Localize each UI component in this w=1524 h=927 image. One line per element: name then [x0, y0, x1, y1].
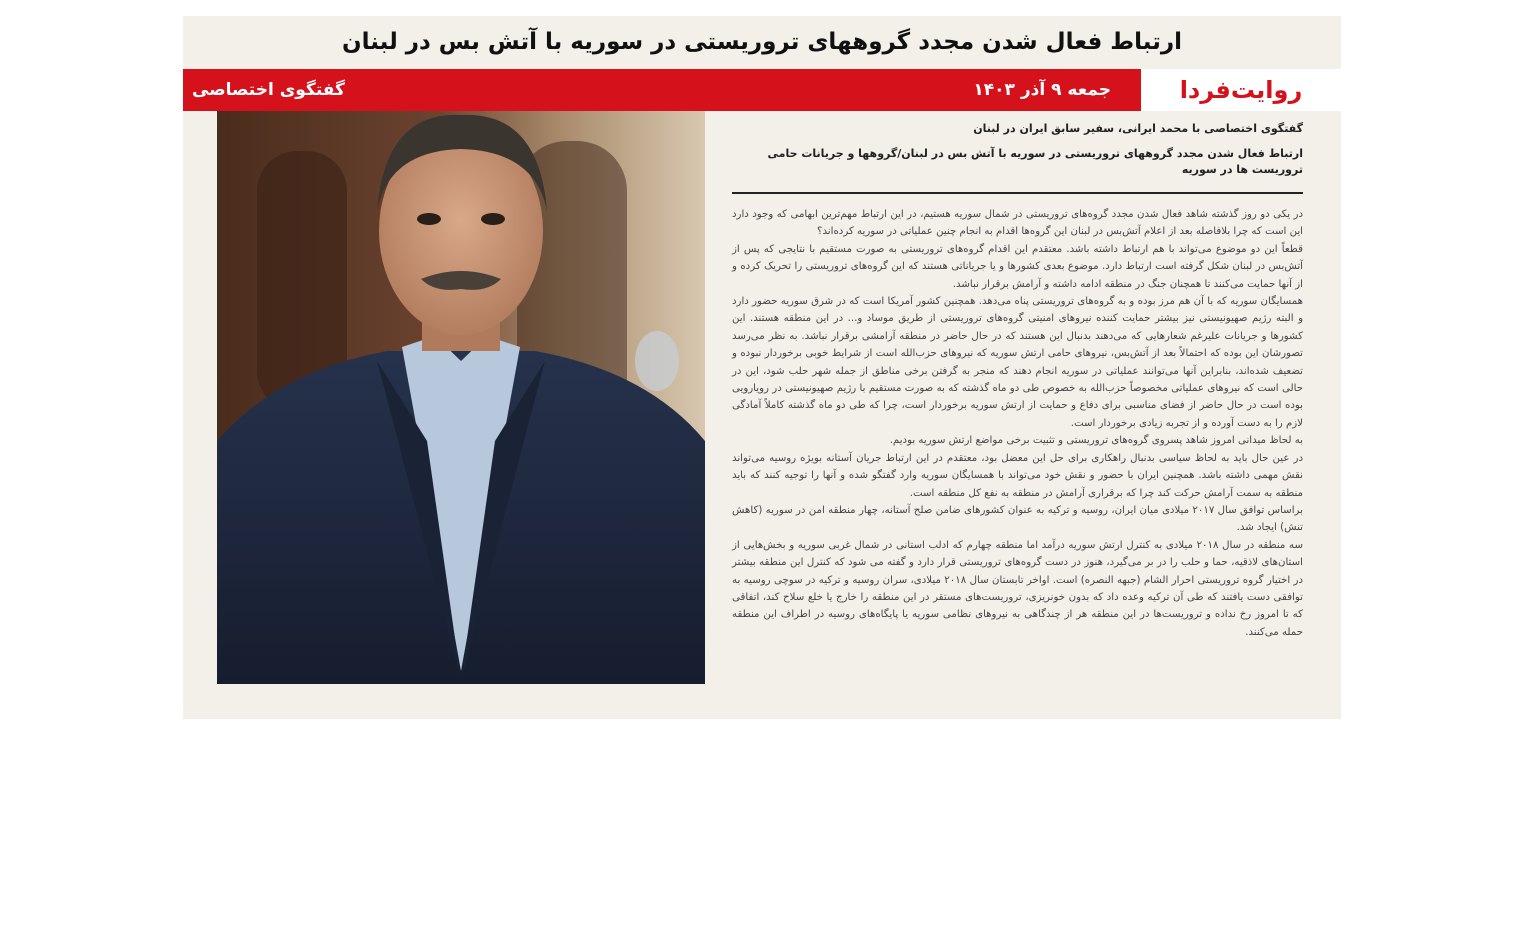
paragraph: در یکی دو روز گذشته شاهد فعال شدن مجدد گروه‌های تروریستی در شمال سوریه هستیم، در این ارتباط مهم‌ترین ابهامی که وجود دارد این است که چرا بلافاصله بعد از اعلام آتش‌بس در لبنان این گروه‌ها اقدام به انجام چنین عملیاتی در سوریه کرده‌اند؟: [732, 209, 1303, 238]
paragraph: براساس توافق سال ۲۰۱۷ میلادی میان ایران، روسیه و ترکیه به عنوان کشورهای ضامن صلح آستانه، چهار منطقه امن در سوریه (کاهش تنش) ایجاد شد.: [732, 504, 1303, 534]
news-page: [183, 16, 1341, 719]
portrait-photo-icon: [217, 111, 705, 684]
article-lead: ارتباط فعال شدن مجدد گروههای تروریستی در سوریه با آتش بس در لبنان/گروهها و جریانات حامی تروریست ها در سوریه: [767, 147, 1303, 176]
article-body: [732, 206, 1303, 641]
section-label: گفتگوی اختصاصی: [192, 80, 345, 100]
article-kicker: گفتگوی اختصاصی با محمد ایرانی، سفیر سابق ایران در لبنان: [973, 122, 1303, 135]
headline: ارتباط فعال شدن مجدد گروههای تروریستی در سوریه با آتش بس در لبنان: [342, 29, 1182, 55]
paragraph: در عین حال باید به لحاظ سیاسی بدنبال راهکاری برای حل این معضل بود، معتقدم در این ارتباط جریان آستانه بویژه روسیه می‌تواند نقش مهمی داشته باشد. همچنین ایران با حضور و نقش خود می‌تواند با همسایگان سوریه وارد گفتگو شده و آنها را توجیه کنند که باید منطقه به سمت آرامش حرکت کند چرا که برقراری آرامش در منطقه به نفع کل منطقه است.: [732, 452, 1303, 499]
publish-date: جمعه ۹ آذر ۱۴۰۳: [973, 80, 1111, 100]
brand-logo[interactable]: [1141, 69, 1341, 111]
paragraph: به لحاظ میدانی امروز شاهد پسروی گروه‌های تروریستی و تثبیت برخی مواضع ارتش سوریه بودیم.: [889, 435, 1303, 447]
brand-logo-text: روایت‌فردا: [1179, 76, 1303, 104]
divider: [732, 192, 1303, 194]
paragraph: سه منطقه در سال ۲۰۱۸ میلادی به کنترل ارتش سوریه درآمد اما منطقه چهارم که ادلب استانی در شمال غربی سوریه و بخش‌هایی از استان‌های لاذقیه، حما و حلب را در بر می‌گیرد، هنوز در دست گروه‌های تروریستی قرار دارد و گفته می شود که کنترل این منطقه بیشتر در اختیار گروه تروریستی احرار الشام (جبهه النصره) است. اواخر تابستان سال ۲۰۱۸ میلادی، سران روسیه و ترکیه در سوچی روسیه به توافقی دست یافتند که طی آن ترکیه وعده داد که بدون خونریزی، تروریست‌های مستقر در این منطقه را خارج یا خلع سلاح کند، اتفاقی که تا امروز رخ نداده و تروریست‌ها در این منطقه هر از چندگاهی به نیروهای نظامی سوریه یا پایگاه‌های روسیه در اطراف این منطقه حمله می‌کنند.: [732, 539, 1304, 638]
article: [732, 120, 1303, 641]
paragraph: همسایگان سوریه که با آن هم مرز بوده و به گروه‌های تروریستی پناه می‌دهد. همچنین کشور آمریکا است که در شرق سوریه حضور دارد و البته رژیم صهیونیستی نیز بیشتر حمایت کننده نیروهای امنیتی گروه‌های تروریستی از طریق موساد و... در این منطقه هستند. این کشورها و جریانات علیرغم شعارهایی که می‌دهند بدنبال این هستند که در حال حاضر در منطقه آرامشی برقرار نباشد. به نظر می‌رسد تصورشان این بوده که احتمالاً بعد از آتش‌بس، نیروهای حامی ارتش سوریه که نیروهای حزب‌الله است از شرایط خوبی برخوردار نبوده و تضعیف شده‌اند، بنابراین آنها می‌توانند عملیاتی در سوریه انجام دهند که منجر به گرفتن برخی مناطق از جمله شهر حلب شود، این در حالی است که نیروهای عملیاتی مخصوصاً حزب‌الله به خصوص طی دو ماه گذشته که به صورت مستقیم با رژیم صهیونیستی در رویارویی بوده است در حال حاضر از فضای مناسبی برای دفاع و حمایت از ارتش سوریه برخوردار است، چرا که طی دو ماه گذشته کاملاً آمادگی لازم را به دست آورده و از تجربه زیادی برخوردار است.: [732, 296, 1303, 429]
banner-bar: [183, 69, 1341, 111]
paragraph: قطعاً این دو موضوع می‌تواند با هم ارتباط داشته باشد. معتقدم این اقدام گروه‌های تروریستی به صورت مستقیم با نتایجی که پس از آتش‌بس در لبنان شکل گرفته است ارتباط دارد. موضوع بعدی کشورها و یا جریاناتی هستند که این گروه‌های تروریستی را تحریک کرده و از آنها حمایت می‌کنند تا همچنان جنگ در منطقه ادامه داشته و آرامش برقرار نباشد.: [732, 243, 1303, 290]
portrait-photo: [217, 111, 705, 684]
